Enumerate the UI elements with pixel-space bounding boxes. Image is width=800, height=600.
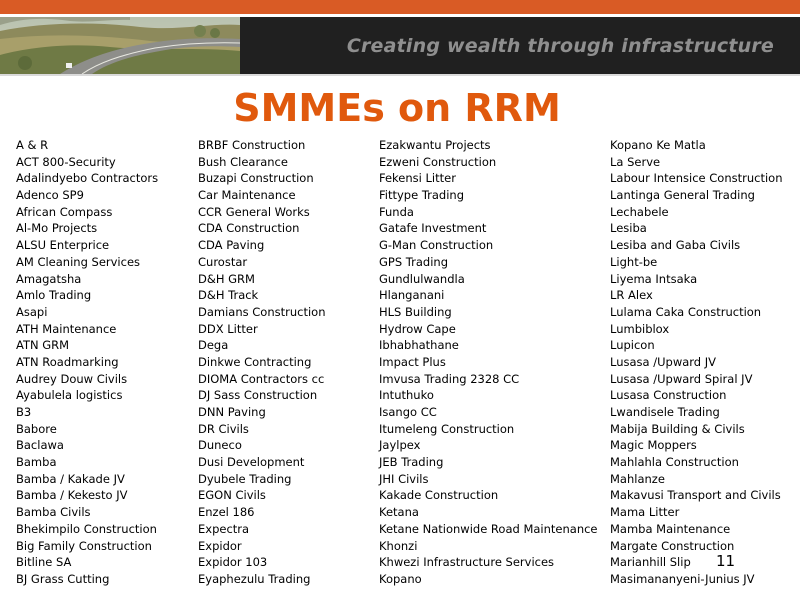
list-item: Lulama Caka Construction <box>610 304 762 319</box>
list-item: BRBF Construction <box>198 138 306 152</box>
list-item: HLS Building <box>379 304 452 319</box>
list-item: African Compass <box>16 204 113 219</box>
list-item: Adalindyebo Contractors <box>16 171 159 186</box>
list-item: Ezweni Construction <box>379 154 497 169</box>
list-item: Buzapi Construction <box>198 171 314 186</box>
list-item: Dega <box>198 338 229 353</box>
list-item: Bamba / Kakade JV <box>16 471 125 486</box>
list-item: D&H GRM <box>198 271 255 286</box>
list-item: ATN Roadmarking <box>16 354 119 369</box>
list-item: Audrey Douw Civils <box>16 371 128 386</box>
list-item: DR Civils <box>198 421 249 436</box>
list-item: Khonzi <box>379 538 418 553</box>
list-item: Dyubele Trading <box>198 471 292 486</box>
list-item: JHI Civils <box>379 471 429 486</box>
list-item: Jaylpex <box>379 438 421 453</box>
list-item: Light-be <box>610 254 658 269</box>
list-item: Bamba <box>16 455 57 470</box>
list-item: Adenco SP9 <box>16 188 84 203</box>
list-item: Lupicon <box>610 338 655 353</box>
list-item: A & R <box>16 138 49 152</box>
list-item: CDA Paving <box>198 238 265 253</box>
list-item: Amagatsha <box>16 271 82 286</box>
list-item: EGON Civils <box>198 488 266 503</box>
list-item: Intuthuko <box>379 388 434 403</box>
top-accent-stripe <box>0 0 800 14</box>
list-item: Dinkwe Contracting <box>198 354 312 369</box>
road-photo <box>0 17 240 74</box>
list-item: DNN Paving <box>198 405 266 419</box>
list-item: Ketana <box>379 505 419 520</box>
list-item: AM Cleaning Services <box>16 254 141 269</box>
list-item: Lantinga General Trading <box>610 188 755 203</box>
list-item: Impact Plus <box>379 354 446 369</box>
list-item: Marianhill Slip <box>610 555 691 570</box>
list-item: Lechabele <box>610 204 669 219</box>
list-item: D&H Track <box>198 288 259 303</box>
list-item: Makavusi Transport and Civils <box>610 488 781 503</box>
list-item: Magic Moppers <box>610 438 697 453</box>
list-item: Masimananyeni-Junius JV <box>610 571 755 586</box>
smme-column-3 <box>379 137 609 588</box>
list-item: Kakade Construction <box>379 488 499 503</box>
list-item: Car Maintenance <box>198 188 296 203</box>
list-item: Lesiba and Gaba Civils <box>610 238 741 253</box>
road-photo-graphic <box>0 17 240 74</box>
list-item: Baclawa <box>16 438 64 453</box>
list-item: Expidor <box>198 538 242 553</box>
list-item: GPS Trading <box>379 254 448 269</box>
list-item: Labour Intensice Construction <box>610 171 783 186</box>
list-item: Expectra <box>198 521 250 536</box>
list-item: Expidor 103 <box>198 555 268 570</box>
list-item: Isango CC <box>379 405 437 419</box>
list-item: JEB Trading <box>379 455 444 470</box>
list-item: Funda <box>379 204 414 219</box>
list-item: BJ Grass Cutting <box>16 571 110 586</box>
list-item: ALSU Enterprice <box>16 238 110 253</box>
list-item: DDX Litter <box>198 321 258 336</box>
list-item: Kopano <box>379 571 422 586</box>
list-item: B3 <box>16 405 32 419</box>
list-item: Dusi Development <box>198 455 305 470</box>
banner-bottom-divider <box>0 74 800 76</box>
list-item: Itumeleng Construction <box>379 421 515 436</box>
list-item: Hlanganani <box>379 288 445 303</box>
list-item: Bamba / Kekesto JV <box>16 488 128 503</box>
list-item: Fekensi Litter <box>379 171 456 186</box>
list-item: Curostar <box>198 254 248 269</box>
list-item: Amlo Trading <box>16 288 92 303</box>
list-item: Margate Construction <box>610 538 735 553</box>
list-item: G-Man Construction <box>379 238 494 253</box>
list-item: DJ Sass Construction <box>198 388 318 403</box>
list-item: Lwandisele Trading <box>610 405 720 419</box>
list-item: Bitline SA <box>16 555 72 570</box>
smme-column-4 <box>610 137 798 588</box>
list-item: Damians Construction <box>198 304 326 319</box>
list-item: Mahlahla Construction <box>610 455 739 470</box>
list-item: DIOMA Contractors cc <box>198 371 325 386</box>
list-item: Enzel 186 <box>198 505 255 520</box>
list-item: CCR General Works <box>198 204 310 219</box>
smme-column-2 <box>198 137 378 588</box>
banner-tagline: Creating wealth through infrastructure <box>346 35 774 57</box>
list-item: Gundlulwandla <box>379 271 465 286</box>
list-item: Bamba Civils <box>16 505 91 520</box>
header-banner <box>0 17 800 74</box>
page-number: 11 <box>716 552 736 570</box>
list-item: ATH Maintenance <box>16 321 117 336</box>
list-item: Ketane Nationwide Road Maintenance <box>379 521 598 536</box>
list-item: Ezakwantu Projects <box>379 138 491 152</box>
list-item: Ibhabhathane <box>379 338 459 353</box>
list-item: Lesiba <box>610 221 647 236</box>
list-item: Lusasa /Upward Spiral JV <box>610 371 753 386</box>
list-item: Mama Litter <box>610 505 680 520</box>
smme-column-1 <box>16 137 196 588</box>
list-item: Fittype Trading <box>379 188 465 203</box>
list-item: Gatafe Investment <box>379 221 487 236</box>
list-item: Mabija Building & Civils <box>610 421 745 436</box>
list-item: LR Alex <box>610 288 653 303</box>
list-item: Mahlanze <box>610 471 665 486</box>
slide-title: SMMEs on RRM <box>233 86 561 130</box>
list-item: Lumbiblox <box>610 321 670 336</box>
list-item: Duneco <box>198 438 242 453</box>
list-item: La Serve <box>610 154 661 169</box>
list-item: Mamba Maintenance <box>610 521 731 536</box>
list-item: Kopano Ke Matla <box>610 138 706 152</box>
list-item: Imvusa Trading 2328 CC <box>379 371 520 386</box>
list-item: Liyema Intsaka <box>610 271 698 286</box>
list-item: Babore <box>16 421 57 436</box>
list-item: Ayabulela logistics <box>16 388 123 403</box>
list-item: ACT 800-Security <box>16 154 116 169</box>
list-item: Big Family Construction <box>16 538 152 553</box>
list-item: Lusasa Construction <box>610 388 727 403</box>
list-item: Asapi <box>16 304 48 319</box>
list-item: Eyaphezulu Trading <box>198 571 311 586</box>
list-item: Khwezi Infrastructure Services <box>379 555 555 570</box>
list-item: Al-Mo Projects <box>16 221 98 236</box>
list-item: ATN GRM <box>16 338 70 353</box>
list-item: Bush Clearance <box>198 154 288 169</box>
list-item: Hydrow Cape <box>379 321 456 336</box>
list-item: Bhekimpilo Construction <box>16 521 157 536</box>
list-item: Lusasa /Upward JV <box>610 354 717 369</box>
list-item: CDA Construction <box>198 221 300 236</box>
